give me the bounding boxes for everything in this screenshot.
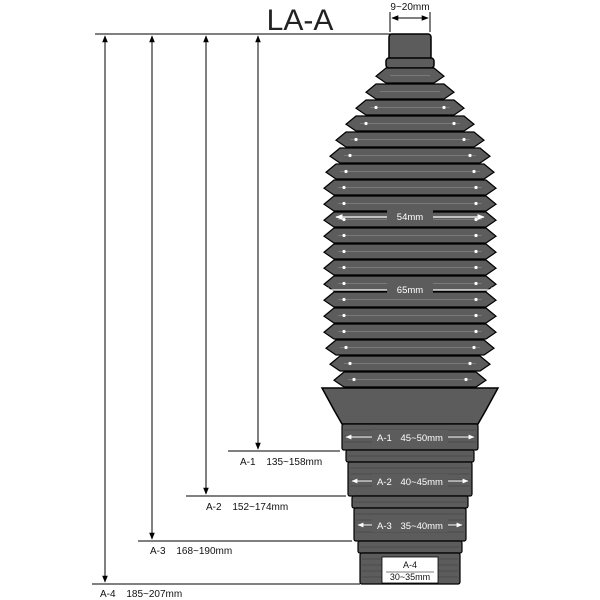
pleat-hole [474, 202, 477, 205]
pleat-hole [472, 346, 475, 349]
pleat-hole [348, 362, 351, 365]
pleat-hole [474, 298, 477, 301]
pleat-hole [348, 154, 351, 157]
pleat-hole [464, 378, 467, 381]
pleat-hole [474, 282, 477, 285]
cuff-a4-range: 30~35mm [389, 572, 431, 582]
pleat-hole [342, 202, 345, 205]
pleat-hole [442, 106, 445, 109]
pleat-hole [474, 330, 477, 333]
diagram-title: LA-A [266, 4, 334, 37]
pleat-hole [474, 186, 477, 189]
top-opening-label: 9~20mm [390, 2, 430, 13]
cuff-a4-code: A-4 [402, 560, 418, 570]
cuff-a2-range: 40~45mm [400, 477, 443, 488]
svg-text:A-2 152~174mm [206, 502, 288, 513]
pleat-hole [364, 122, 367, 125]
pleat-hole [342, 186, 345, 189]
pleat-hole [468, 154, 471, 157]
svg-text:A-3 35~40mm [377, 521, 443, 532]
pleat-hole [342, 218, 345, 221]
length-a3-range: 168~190mm [176, 546, 233, 557]
length-a3-dimension [138, 36, 352, 557]
pleat-hole [468, 362, 471, 365]
svg-text:A-1 45~50mm [377, 433, 443, 444]
pleat-diameter-65-label: 65mm [396, 285, 424, 296]
svg-text:A-3 168~190mm [150, 546, 232, 557]
length-a2-range: 152~174mm [232, 502, 289, 513]
pleat-hole [342, 330, 345, 333]
cuff-a3-code: A-3 [377, 521, 392, 532]
pleat-hole [452, 122, 455, 125]
pleat-diameter-54-label: 54mm [396, 212, 424, 223]
svg-text:A-1 135~158mm [240, 457, 322, 468]
pleat-hole [342, 314, 345, 317]
pleat-hole [342, 234, 345, 237]
pleat-hole [352, 378, 355, 381]
length-a4-dimension [92, 36, 360, 600]
cuff-a1-range: 45~50mm [400, 433, 443, 444]
length-a3-code: A-3 [150, 546, 166, 557]
pleat-hole [344, 346, 347, 349]
length-a1-code: A-1 [240, 457, 256, 468]
length-a1-dimension [228, 36, 340, 468]
pleat-hole [474, 266, 477, 269]
pleat-hole [474, 314, 477, 317]
pleat-hole [354, 138, 357, 141]
cuff-a3-range: 35~40mm [400, 521, 443, 532]
pleat-stack [324, 68, 496, 387]
pleat-hole [344, 170, 347, 173]
pleat-hole [474, 250, 477, 253]
length-a4-code: A-4 [100, 589, 116, 600]
top-opening-dimension [390, 2, 430, 32]
cuff-a3-label [358, 518, 462, 532]
pleat-hole [342, 266, 345, 269]
svg-text:A-2 40~45mm [377, 477, 443, 488]
pleat-hole [342, 282, 345, 285]
cuff-a1-code: A-1 [377, 433, 392, 444]
cuff-a2-code: A-2 [377, 477, 392, 488]
length-a2-dimension [186, 36, 346, 513]
pleat-hole [474, 218, 477, 221]
length-a2-code: A-2 [206, 502, 222, 513]
cuff-a4-label [382, 557, 438, 583]
pleat-hole [462, 138, 465, 141]
pleat-hole [474, 234, 477, 237]
pleat-hole [342, 298, 345, 301]
svg-text:A-4 185~207mm [100, 589, 182, 600]
pleat-hole [342, 250, 345, 253]
length-a1-range: 135~158mm [266, 457, 323, 468]
pleat-hole [472, 170, 475, 173]
length-a4-range: 185~207mm [126, 589, 183, 600]
pleat-hole [374, 106, 377, 109]
boot-body [322, 34, 498, 584]
